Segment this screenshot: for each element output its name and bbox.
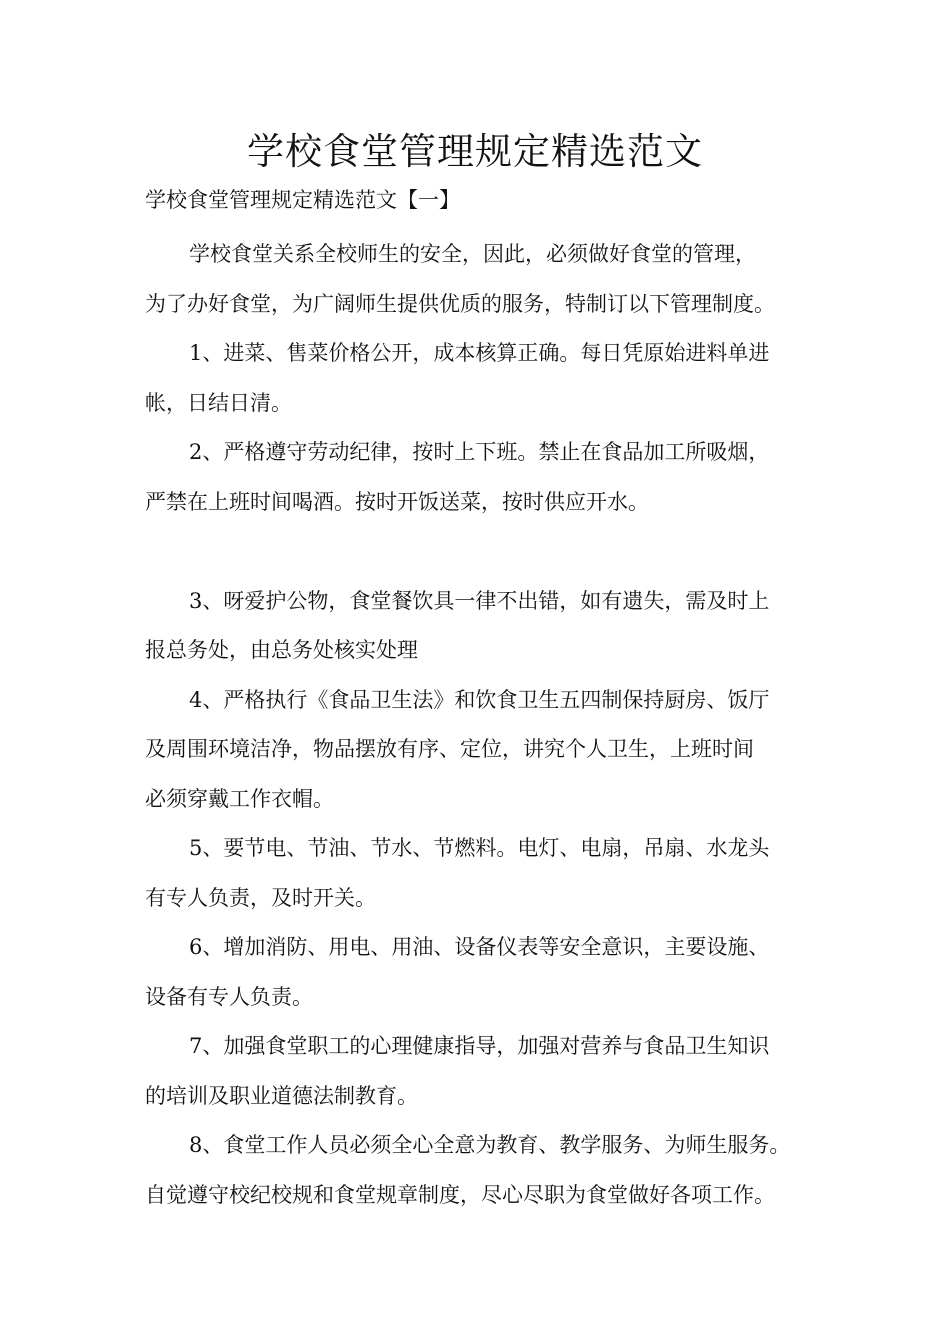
- paragraph-line: 报总务处，由总务处核实处理: [145, 638, 418, 662]
- paragraph-item-3: [145, 577, 825, 676]
- paragraph-item-7: [145, 1022, 825, 1121]
- blank-line: [145, 527, 825, 577]
- paragraph-line: 学校食堂关系全校师生的安全，因此，必须做好食堂的管理，: [189, 242, 756, 266]
- paragraph-line: 8、食堂工作人员必须全心全意为教育、教学服务、为师生服务。: [189, 1133, 791, 1157]
- paragraph-line: 及周围环境洁净，物品摆放有序、定位，讲究个人卫生，上班时间: [145, 737, 754, 761]
- paragraph-line: 必须穿戴工作衣帽。: [145, 786, 334, 811]
- paragraph-item-1: [145, 329, 825, 428]
- paragraph-item-2: [145, 428, 825, 527]
- paragraph-item-5: [145, 824, 825, 923]
- paragraph-item-4: [145, 676, 825, 825]
- document-body: [145, 230, 825, 1220]
- paragraph-line: 1、进菜、售菜价格公开，成本核算正确。每日凭原始进料单进: [189, 341, 770, 365]
- paragraph-line: 7、加强食堂职工的心理健康指导，加强对营养与食品卫生知识: [189, 1034, 770, 1058]
- paragraph-line: 严禁在上班时间喝酒。按时开饭送菜，按时供应开水。: [145, 489, 649, 514]
- paragraph-line: 有专人负责，及时开关。: [145, 885, 376, 910]
- paragraph-line: 2、严格遵守劳动纪律，按时上下班。禁止在食品加工所吸烟，: [189, 440, 770, 464]
- paragraph-item-6: [145, 923, 825, 1022]
- paragraph-line: 设备有专人负责。: [145, 984, 313, 1009]
- paragraph-intro: [145, 230, 825, 329]
- paragraph-line: 自觉遵守校纪校规和食堂规章制度，尽心尽职为食堂做好各项工作。: [145, 1182, 775, 1207]
- paragraph-line: 5、要节电、节油、节水、节燃料。电灯、电扇，吊扇、水龙头: [189, 836, 770, 860]
- document-subtitle: 学校食堂管理规定精选范文【一】: [145, 188, 460, 212]
- paragraph-line: 3、呀爱护公物，食堂餐饮具一律不出错，如有遗失，需及时上: [189, 588, 770, 613]
- document-title: 学校食堂管理规定精选范文: [247, 130, 703, 173]
- paragraph-line: 帐，日结日清。: [145, 390, 292, 415]
- paragraph-line: 的培训及职业道德法制教育。: [145, 1083, 418, 1108]
- paragraph-item-8: [145, 1121, 825, 1220]
- paragraph-line: 6、增加消防、用电、用油、设备仪表等安全意识，主要设施、: [189, 935, 770, 959]
- paragraph-line: 4、严格执行《食品卫生法》和饮食卫生五四制保持厨房、饭厅: [189, 687, 770, 712]
- paragraph-line: 为了办好食堂，为广阔师生提供优质的服务，特制订以下管理制度。: [145, 291, 775, 316]
